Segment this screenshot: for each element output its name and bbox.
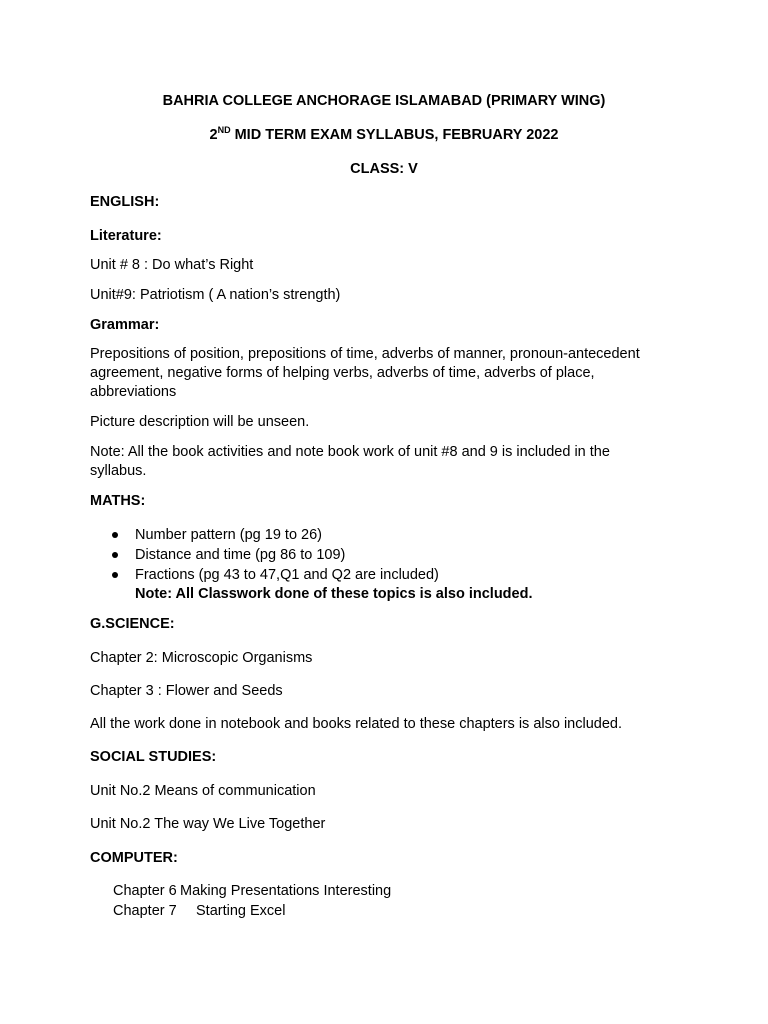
exam-title bbox=[0, 126, 768, 145]
computer-heading: COMPUTER: bbox=[90, 850, 178, 866]
literature-heading: Literature: bbox=[90, 228, 162, 244]
exam-title-rest: MID TERM EXAM SYLLABUS, FEBRUARY 2022 bbox=[230, 127, 559, 143]
picture-description: Picture description will be unseen. bbox=[90, 414, 310, 430]
english-heading: ENGLISH: bbox=[90, 194, 160, 210]
grammar-line-3: abbreviations bbox=[90, 384, 177, 400]
school-title: BAHRIA COLLEGE ANCHORAGE ISLAMABAD (PRIMARY WING) bbox=[162, 93, 606, 109]
english-unit-8: Unit # 8 : Do what’s Right bbox=[90, 257, 254, 273]
science-chapter-3: Chapter 3 : Flower and Seeds bbox=[90, 683, 283, 699]
list-item: Number pattern (pg 19 to 26) bbox=[135, 527, 322, 543]
social-studies-heading: SOCIAL STUDIES: bbox=[90, 749, 217, 765]
grammar-line-2: agreement, negative forms of helping verbs, adverbs of time, adverbs of place, bbox=[90, 365, 595, 381]
science-chapter-2: Chapter 2: Microscopic Organisms bbox=[90, 650, 313, 666]
exam-number: 2 bbox=[209, 127, 218, 143]
english-note-line-2: syllabus. bbox=[90, 463, 147, 479]
computer-chapter-7-number: Chapter 7 bbox=[113, 903, 177, 919]
english-unit-9: Unit#9: Patriotism ( A nation’s strength) bbox=[90, 287, 341, 303]
computer-chapter-6-number: Chapter 6 bbox=[113, 883, 177, 899]
science-heading: G.SCIENCE: bbox=[90, 616, 175, 632]
class-label: CLASS: V bbox=[350, 161, 418, 177]
social-unit-means: Unit No.2 Means of communication bbox=[90, 783, 316, 799]
grammar-heading: Grammar: bbox=[90, 317, 160, 333]
maths-note: Note: All Classwork done of these topics is also included. bbox=[135, 586, 533, 602]
science-note: All the work done in notebook and books related to these chapters is also included. bbox=[90, 716, 623, 732]
english-note-line-1: Note: All the book activities and note book work of unit #8 and 9 is included in the bbox=[90, 444, 610, 460]
maths-heading: MATHS: bbox=[90, 493, 146, 509]
list-item: Distance and time (pg 86 to 109) bbox=[135, 547, 346, 563]
list-item: Fractions (pg 43 to 47,Q1 and Q2 are included) bbox=[135, 567, 439, 583]
bullet-icon bbox=[112, 552, 118, 558]
bullet-icon bbox=[112, 572, 118, 578]
exam-ordinal: ND bbox=[217, 125, 231, 135]
social-unit-way: Unit No.2 The way We Live Together bbox=[90, 816, 326, 832]
computer-chapter-6-title: Making Presentations Interesting bbox=[180, 883, 392, 899]
bullet-icon bbox=[112, 532, 118, 538]
computer-chapter-7-title: Starting Excel bbox=[196, 903, 286, 919]
grammar-line-1: Prepositions of position, prepositions of time, adverbs of manner, pronoun-antecedent bbox=[90, 346, 640, 362]
